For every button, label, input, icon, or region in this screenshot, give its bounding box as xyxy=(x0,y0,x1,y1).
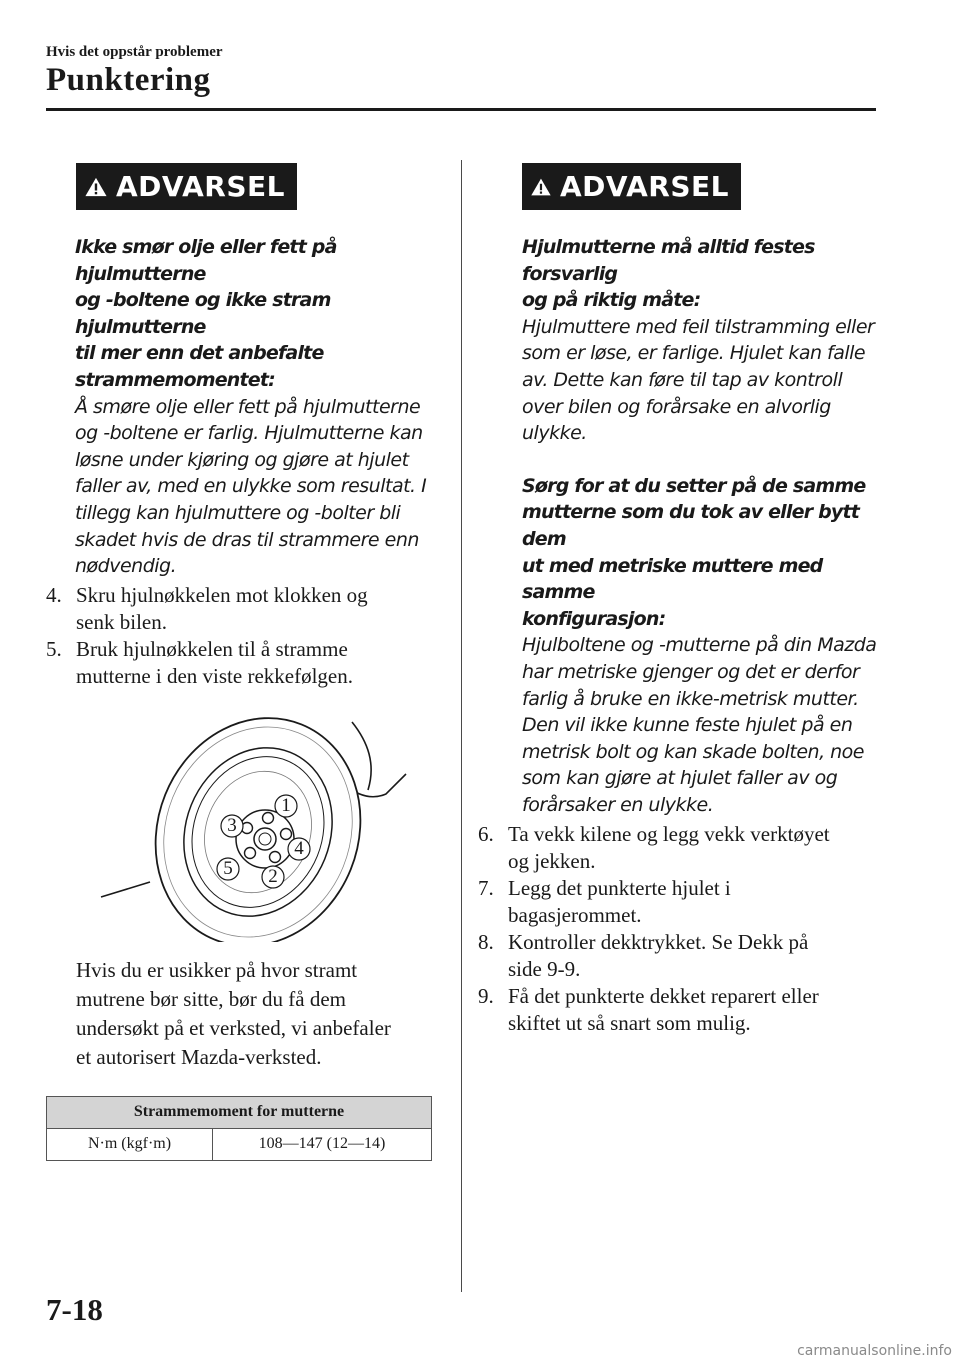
warning-label: ADVARSEL xyxy=(115,170,285,203)
left-column xyxy=(46,163,436,1161)
text-line: Hjulmutterne må alltid festes forsvarlig xyxy=(522,236,815,285)
header-rule xyxy=(46,108,876,111)
text-line: nødvendig. xyxy=(75,555,177,578)
warning-heading xyxy=(522,473,878,633)
text-line: strammemomentet: xyxy=(75,368,275,391)
step-text xyxy=(76,636,436,690)
torque-table xyxy=(46,1096,432,1161)
text-line: undersøkt på et verksted, vi anbefaler xyxy=(76,1015,391,1040)
text-line: og -boltene er farlig. Hjulmutterne kan xyxy=(75,422,423,445)
step-text xyxy=(508,821,878,875)
text-line: senk bilen. xyxy=(76,609,167,634)
text-line: konfigurasjon: xyxy=(522,607,666,630)
text-line: Hjulboltene og -mutterne på din Mazda xyxy=(522,634,877,657)
step-number: 8. xyxy=(478,930,494,955)
text-line: som kan gjøre at hjulet faller av og xyxy=(522,767,838,790)
text-line: Ta vekk kilene og legg vekk verktøyet xyxy=(508,822,830,847)
watermark: carmanualsonline.info xyxy=(797,1343,952,1359)
step-number: 9. xyxy=(478,984,494,1009)
warning-heading xyxy=(75,234,436,394)
right-column xyxy=(478,163,878,1037)
step-text xyxy=(508,929,878,983)
warning-triangle-icon xyxy=(530,172,552,202)
page-title: Punktering xyxy=(46,62,211,98)
text-line: faller av, med en ulykke som resultat. I xyxy=(75,475,427,498)
step-list xyxy=(46,582,436,690)
text-line: og -boltene og ikke stram hjulmutterne xyxy=(75,289,331,338)
text-line: Bruk hjulnøkkelen til å stramme xyxy=(76,636,348,661)
warning-text xyxy=(75,234,436,580)
text-line: Å smøre olje eller fett på hjulmutterne xyxy=(75,395,421,418)
warning-triangle-icon xyxy=(84,172,108,202)
list-item xyxy=(478,875,878,929)
text-line: farlig å bruke en ikke-metrisk mutter. xyxy=(522,687,859,710)
text-line: et autorisert Mazda-verksted. xyxy=(76,1044,322,1069)
warning-body xyxy=(522,314,878,447)
nut-order-label-1: 1 xyxy=(281,794,291,816)
text-line: Sørg for at du setter på de samme xyxy=(522,474,866,497)
wheel-nut-sequence-figure xyxy=(46,712,436,942)
list-item xyxy=(478,929,878,983)
text-line: har metriske gjenger og det er derfor xyxy=(522,660,860,683)
list-item xyxy=(478,983,878,1037)
text-line: metrisk bolt og kan skade bolten, noe xyxy=(522,740,864,763)
text-line: Få det punkterte dekket reparert eller xyxy=(508,984,819,1009)
warning-badge xyxy=(522,163,741,210)
list-item xyxy=(46,582,436,636)
section-label: Hvis det oppstår problemer xyxy=(46,44,223,60)
nut-order-label-5: 5 xyxy=(223,857,233,879)
text-line: skiftet ut så snart som mulig. xyxy=(508,1011,751,1036)
text-line: som er løse, er farlige. Hjulet kan falle xyxy=(522,342,866,365)
nut-order-label-2: 2 xyxy=(268,865,278,887)
text-line: Hvis du er usikker på hvor stramt xyxy=(76,957,358,982)
warning-heading xyxy=(522,234,878,314)
text-line: mutterne som du tok av eller bytt dem xyxy=(522,501,860,550)
text-line: skadet hvis de dras til strammere enn xyxy=(75,528,419,551)
text-line: forårsaker en ulykke. xyxy=(522,793,714,816)
warning-body xyxy=(75,394,436,580)
warning-text xyxy=(522,234,878,818)
step-number: 5. xyxy=(46,636,62,661)
text-line: Ikke smør olje eller fett på hjulmutterne xyxy=(75,236,337,285)
text-line: til mer enn det anbefalte xyxy=(75,342,324,365)
nut-order-label-3: 3 xyxy=(227,814,237,836)
torque-value-cell: 108—147 (12—14) xyxy=(213,1128,432,1160)
text-line: side 9-9. xyxy=(508,957,581,982)
list-item xyxy=(478,821,878,875)
text-line: Den vil ikke kunne feste hjulet på en xyxy=(522,714,853,737)
text-line: ut med metriske muttere med samme xyxy=(522,554,823,604)
text-line: Legg det punkterte hjulet i xyxy=(508,876,731,901)
warning-badge xyxy=(76,163,297,210)
text-line: Skru hjulnøkkelen mot klokken og xyxy=(76,582,368,607)
text-line: og på riktig måte: xyxy=(522,289,701,312)
torque-table-header: Strammemoment for mutterne xyxy=(47,1096,432,1128)
warning-label: ADVARSEL xyxy=(559,170,729,203)
text-line: mutrene bør sitte, bør du få dem xyxy=(76,986,347,1011)
step-text xyxy=(508,875,878,929)
step-text xyxy=(508,983,878,1037)
torque-unit-cell: N·m (kgf·m) xyxy=(47,1128,213,1160)
step-list xyxy=(478,821,878,1037)
warning-body xyxy=(522,632,878,818)
text-line: løsne under kjøring og gjøre at hjulet xyxy=(75,448,409,471)
text-line: ulykke. xyxy=(522,422,587,445)
table-row xyxy=(47,1128,432,1160)
text-line: over bilen og forårsake en alvorlig xyxy=(522,395,831,418)
advice-paragraph xyxy=(76,956,436,1072)
step-number: 6. xyxy=(478,822,494,847)
step-number: 7. xyxy=(478,876,494,901)
page-number: 7-18 xyxy=(46,1292,103,1327)
nut-order-label-4: 4 xyxy=(294,837,304,859)
step-text xyxy=(76,582,436,636)
list-item xyxy=(46,636,436,690)
text-line: av. Dette kan føre til tap av kontroll xyxy=(522,368,843,391)
step-number: 4. xyxy=(46,582,62,607)
text-line: og jekken. xyxy=(508,849,596,874)
text-line: Kontroller dekktrykket. Se Dekk på xyxy=(508,930,809,955)
text-line: bagasjerommet. xyxy=(508,903,642,928)
text-line: Hjulmuttere med feil tilstramming eller xyxy=(522,315,875,338)
column-divider xyxy=(461,160,462,1292)
text-line: mutterne i den viste rekkefølgen. xyxy=(76,663,353,688)
text-line: tillegg kan hjulmuttere og -bolter bli xyxy=(75,501,401,524)
